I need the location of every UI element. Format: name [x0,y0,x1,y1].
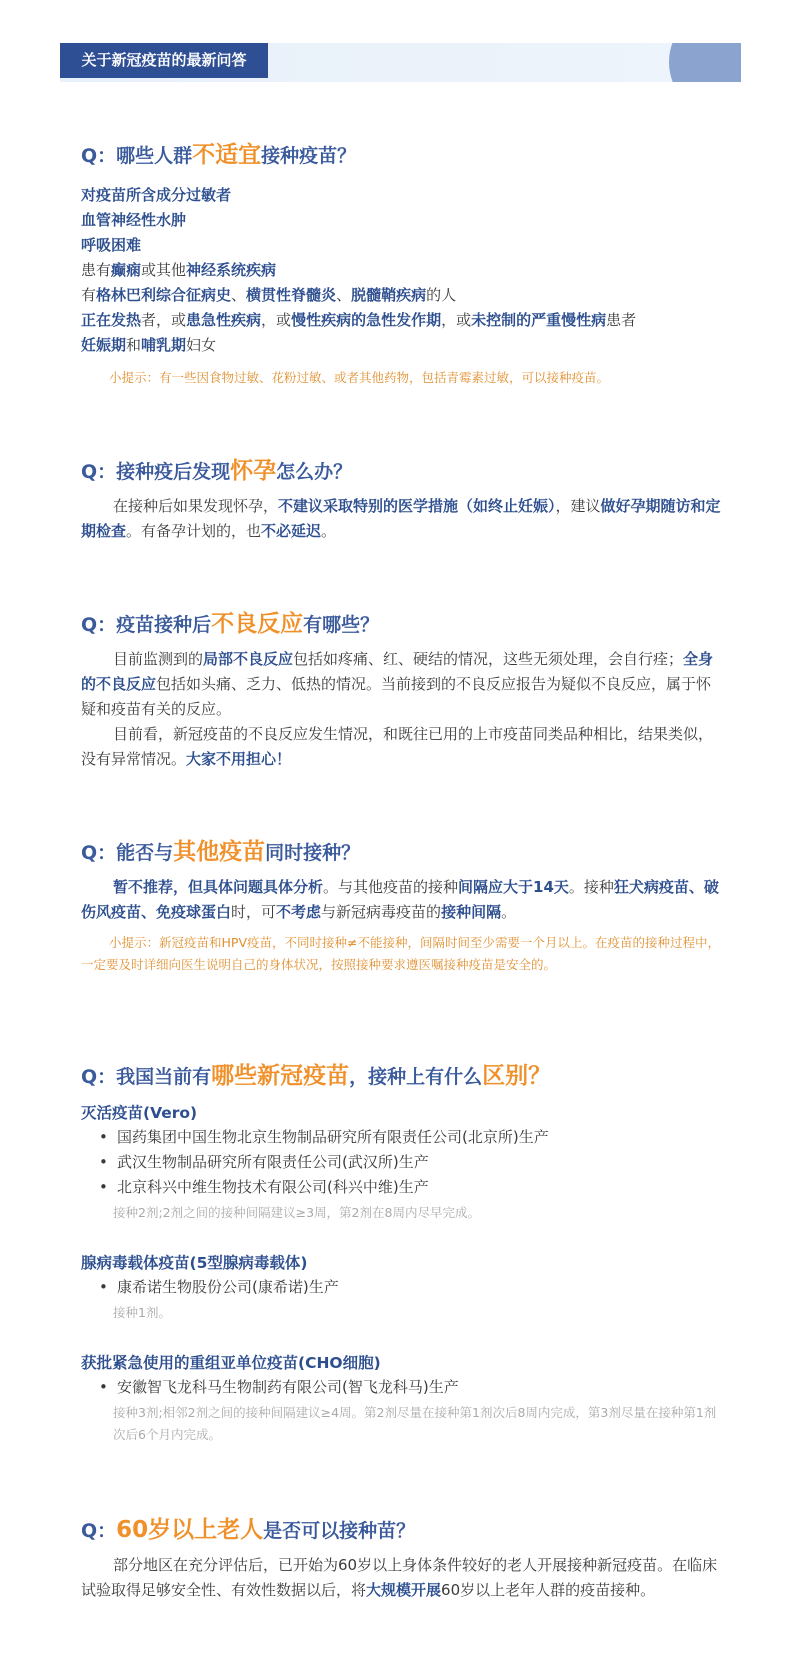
bullet-icon: • [99,1153,108,1171]
bullet-icon: • [99,1378,108,1396]
question-highlight: 不适宜 [192,142,262,168]
contraindication-item: 妊娠期和哺乳期妇女 [81,336,217,354]
question-5: Q：我国当前有哪些新冠疫苗，接种上有什么区别？ [81,1063,552,1089]
question-highlight: 区别？ [482,1063,552,1089]
question-highlight: 不良反应 [211,611,304,637]
question-highlight: 哪些新冠疫苗 [211,1063,350,1089]
page-title: 关于新冠疫苗的最新问答 [60,43,268,78]
question-1: Q：哪些人群不适宜接种疫苗？ [81,142,357,168]
tip-text: 小提示：有一些因食物过敏、花粉过敏、或者其他药物，包括青霉素过敏，可以接种疫苗。 [109,370,610,385]
question-6: Q：60岁以上老人是否可以接种苗？ [81,1517,416,1543]
tip-text: 小提示：新冠疫苗和HPV疫苗，不同时接种≠不能接种，间隔时间至少需要一个月以上。在疫苗的接种过程中，一定要及时详细向医生说明自己的身体状况，按照接种要求遵医嘱接种疫苗是安全的。 [81,935,720,972]
answer-paragraph: 在接种后如果发现怀孕，不建议采取特别的医学措施（如终止妊娠），建议做好孕期随访和定期检查。有备孕计划的，也不必延迟。 [81,497,721,540]
contraindication-item: 正在发热者，或患急性疾病，或慢性疾病的急性发作期，或未控制的严重慢性病患者 [81,311,637,329]
list-item: • 安徽智飞龙科马生物制药有限公司(智飞龙科马)生产 [99,1378,459,1396]
answer-paragraph: 目前看，新冠疫苗的不良反应发生情况，和既往已用的上市疫苗同类品种相比，结果类似，没有异常情况。大家不用担心！ [81,725,714,768]
question-highlight: 60岁以上老人 [116,1517,264,1543]
vaccine-category-title: 腺病毒载体疫苗(5型腺病毒载体) [81,1254,308,1272]
vaccine-category-title: 灭活疫苗(Vero) [81,1104,198,1122]
answer-paragraph: 暂不推荐，但具体问题具体分析。与其他疫苗的接种间隔应大于14天。接种狂犬病疫苗、破伤风疫苗、免疫球蛋白时，可不考虑与新冠病毒疫苗的接种间隔。 [81,878,719,921]
list-item: • 北京科兴中维生物技术有限公司(科兴中维)生产 [99,1178,429,1196]
contraindication-item: 呼吸困难 [81,236,142,254]
dosage-note: 接种2剂;2剂之间的接种间隔建议≥3周，第2剂在8周内尽早完成。 [113,1205,480,1220]
contraindication-item: 有格林巴利综合征病史、横贯性脊髓炎、脱髓鞘疾病的人 [81,286,457,304]
contraindication-item: 对疫苗所含成分过敏者 [81,186,232,204]
question-3: Q：疫苗接种后不良反应有哪些？ [81,611,380,637]
header-decoration [669,43,741,82]
dosage-note: 接种1剂。 [113,1305,171,1320]
question-highlight: 怀孕 [230,458,277,484]
list-item: • 武汉生物制品研究所有限责任公司(武汉所)生产 [99,1153,429,1171]
list-item: • 国药集团中国生物北京生物制品研究所有限责任公司(北京所)生产 [99,1128,549,1146]
contraindication-item: 患有癫痫或其他神经系统疾病 [81,261,277,279]
question-2: Q：接种疫后发现怀孕怎么办？ [81,458,353,484]
contraindication-item: 血管神经性水肿 [81,211,187,229]
bullet-icon: • [99,1278,108,1296]
vaccine-category-title: 获批紧急使用的重组亚单位疫苗(CHO细胞) [81,1354,381,1372]
question-4: Q：能否与其他疫苗同时接种？ [81,839,361,865]
answer-paragraph: 部分地区在充分评估后，已开始为60岁以上身体条件较好的老人开展接种新冠疫苗。在临床试验取得足够安全性、有效性数据以后，将大规模开展60岁以上老年人群的疫苗接种。 [81,1556,718,1599]
bullet-icon: • [99,1128,108,1146]
question-highlight: 其他疫苗 [173,839,266,865]
bullet-icon: • [99,1178,108,1196]
answer-paragraph: 目前监测到的局部不良反应包括如疼痛、红、硬结的情况，这些无须处理，会自行痊；全身的不良反应包括如头痛、乏力、低热的情况。当前接到的不良反应报告为疑似不良反应，属于怀疑和疫苗有关的反应。 [81,650,714,718]
list-item: • 康希诺生物股份公司(康希诺)生产 [99,1278,339,1296]
dosage-note: 接种3剂;相邻2剂之间的接种间隔建议≥4周。第2剂尽量在接种第1剂次后8周内完成，第3剂尽量在接种第1剂次后6个月内完成。 [113,1405,717,1442]
section-header [60,43,741,82]
